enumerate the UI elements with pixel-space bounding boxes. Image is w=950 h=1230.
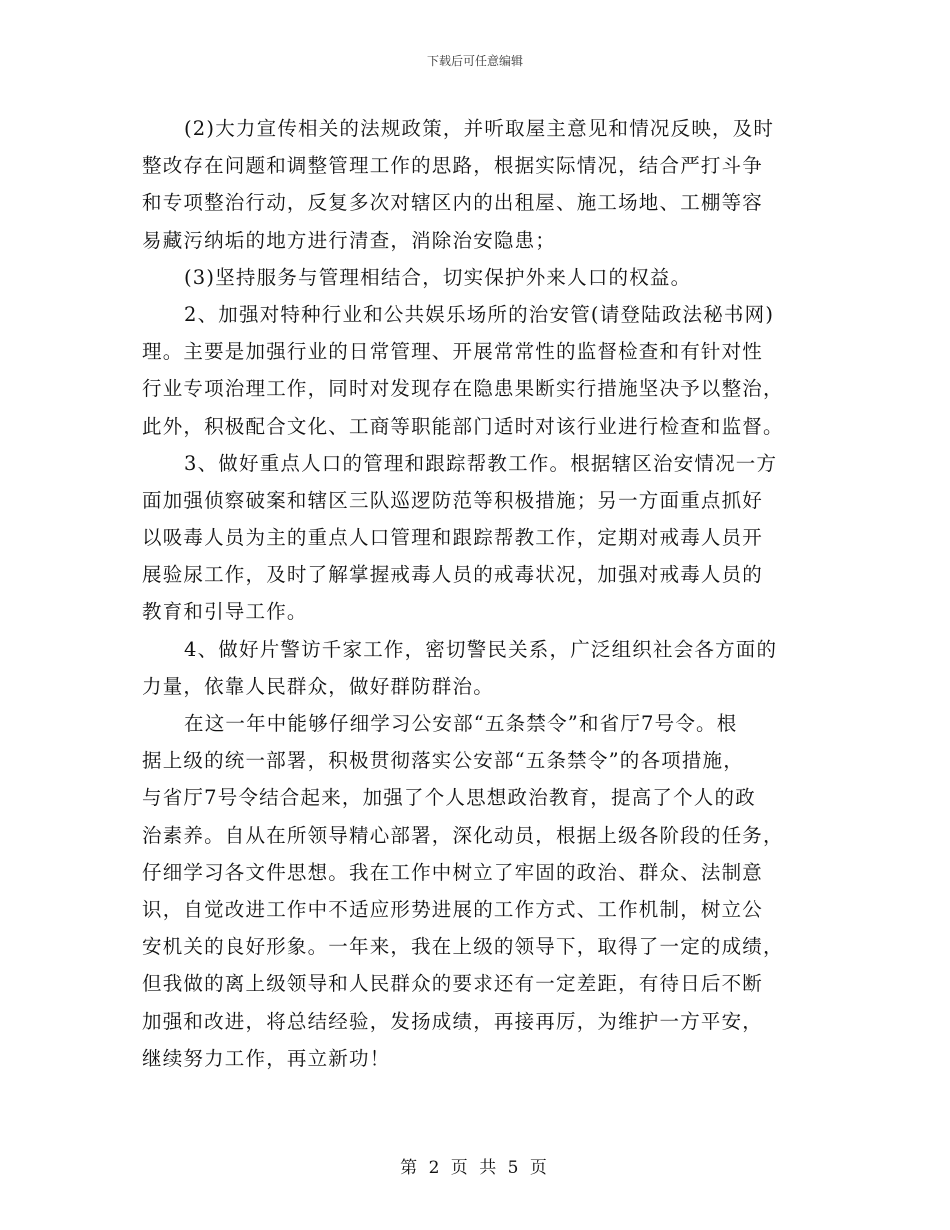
text-line: 治素养。自从在所领导精心部署，深化动员，根据上级各阶段的任务， — [142, 823, 784, 847]
text-line: 整改存在问题和调整管理工作的思路，根据实际情况，结合严打斗争 — [142, 154, 764, 178]
text-line: 易藏污纳垢的地方进行清查，消除治安隐患； — [142, 228, 557, 252]
text-line: 继续努力工作，再立新功！ — [142, 1046, 391, 1070]
text-line: 行业专项治理工作，同时对发现存在隐患果断实行措施坚决予以整治， — [142, 377, 784, 401]
text-line: 面加强侦察破案和辖区三队巡逻防范等积极措施；另一方面重点抓好 — [142, 488, 764, 512]
text-line: 4、做好片警访千家工作，密切警民关系，广泛组织社会各方面的 — [184, 637, 778, 661]
text-line: 在这一年中能够仔细学习公安部“五条禁令”和省厅7号令。根 — [184, 712, 738, 735]
text-line: 与省厅7号令结合起来，加强了个人思想政治教育，提高了个人的政 — [142, 786, 756, 810]
text-line: (3)坚持服务与管理相结合，切实保护外来人口的权益。 — [184, 265, 692, 289]
text-line: 3、做好重点人口的管理和跟踪帮教工作。根据辖区治安情况一方 — [184, 451, 778, 475]
text-line: 识，自觉改进工作中不适应形势进展的工作方式、工作机制，树立公 — [142, 897, 764, 921]
text-line: 安机关的良好形象。一年来，我在上级的领导下，取得了一定的成绩， — [142, 935, 784, 959]
text-line: 以吸毒人员为主的重点人口管理和跟踪帮教工作，定期对戒毒人员开 — [142, 526, 764, 550]
text-line: 教育和引导工作。 — [142, 600, 308, 624]
document-body — [142, 110, 810, 1077]
text-line: 展验尿工作，及时了解掌握戒毒人员的戒毒状况，加强对戒毒人员的 — [142, 563, 764, 587]
text-line: 加强和改进，将总结经验，发扬成绩，再接再厉，为维护一方平安， — [142, 1009, 764, 1033]
page-header: 下载后可任意编辑 — [426, 54, 523, 68]
text-line: 理。主要是加强行业的日常管理、开展常常性的监督检查和有针对性 — [142, 340, 764, 364]
text-line: 据上级的统一部署，积极贯彻落实公安部“五条禁令”的各项措施， — [142, 749, 744, 773]
text-line: 仔细学习各文件思想。我在工作中树立了牢固的政治、群众、法制意 — [142, 860, 764, 884]
text-line: 此外，积极配合文化、工商等职能部门适时对该行业进行检查和监督。 — [142, 414, 784, 438]
text-line: (2)大力宣传相关的法规政策，并听取屋主意见和情况反映，及时 — [184, 117, 775, 140]
page-number: 第 2 页 共 5 页 — [400, 1158, 550, 1178]
text-line: 和专项整治行动，反复多次对辖区内的出租屋、施工场地、工棚等容 — [142, 191, 764, 215]
text-line: 力量，依靠人民群众，做好群防群治。 — [142, 674, 494, 698]
text-line: 但我做的离上级领导和人民群众的要求还有一定差距，有待日后不断 — [142, 972, 764, 996]
text-line: 2、加强对特种行业和公共娱乐场所的治安管(请登陆政法秘书网) — [184, 302, 775, 326]
